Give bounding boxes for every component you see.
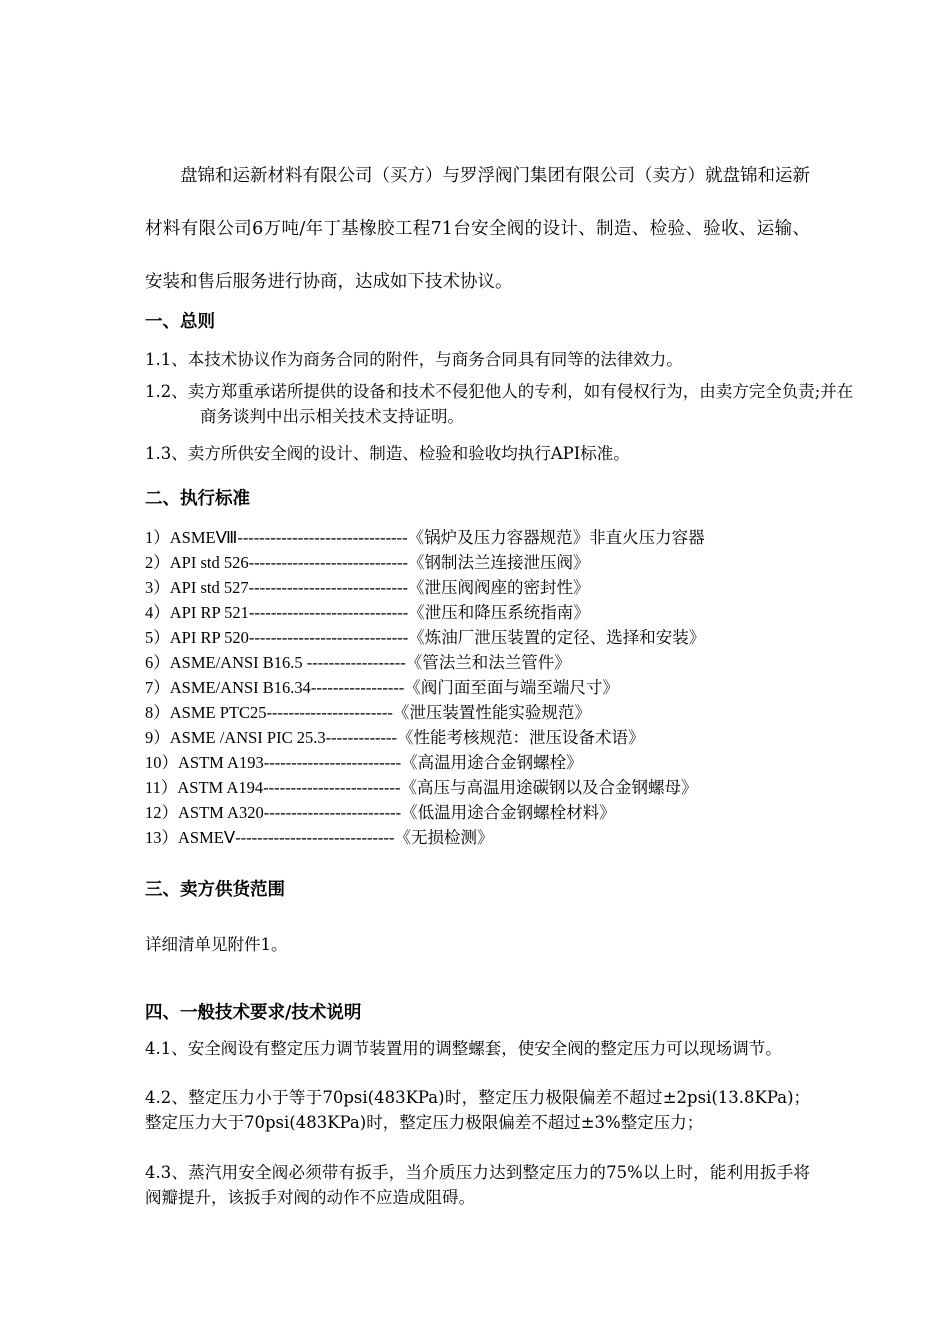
- standard-code: 1）ASMEⅧ-------------------------------: [145, 528, 408, 547]
- standard-item: [145, 800, 810, 825]
- section-2-heading: 二、执行标准: [145, 489, 250, 509]
- standard-code: 11）ASTM A194-------------------------: [145, 778, 401, 797]
- standard-item: [145, 550, 810, 575]
- standard-code: 3）API std 527-----------------------------: [145, 578, 408, 597]
- standard-code: 2）API std 526-----------------------------: [145, 553, 408, 572]
- intro-paragraph: 盘锦和运新材料有限公司（买方）与罗浮阀门集团有限公司（卖方）就盘锦和运新材料有限公司6万吨/年丁基橡胶工程71台安全阀的设计、制造、检验、验收、运输、安装和售后服务进行协商，达成如下技术协议。: [145, 166, 810, 292]
- standard-code: 7）ASME/ANSI B16.34-----------------: [145, 678, 405, 697]
- standard-title: 《低温用途合金钢螺栓材料》: [401, 803, 616, 822]
- standard-item: [145, 700, 810, 725]
- clause-1-2: 1.2、卖方郑重承诺所提供的设备和技术不侵犯他人的专利，如有侵权行为，由卖方完全负责;并在商务谈判中出示相关技术支持证明。: [145, 382, 854, 426]
- clause-4-1: 4.1、安全阀设有整定压力调节装置用的调整螺套，使安全阀的整定压力可以现场调节。: [145, 1039, 782, 1058]
- standard-item: [145, 625, 810, 650]
- section-4-heading: 四、一般技术要求/技术说明: [145, 1003, 362, 1023]
- standard-item: [145, 525, 810, 550]
- standard-code: 10）ASTM A193-------------------------: [145, 753, 402, 772]
- standard-title: 《炼油厂泄压装置的定径、选择和安装》: [408, 628, 706, 647]
- standard-title: 《高压与高温用途碳钢以及合金钢螺母》: [400, 778, 698, 797]
- standard-item: [145, 650, 810, 675]
- section-3-heading: 三、卖方供货范围: [145, 880, 285, 900]
- standard-title: 《管法兰和法兰管件》: [405, 653, 571, 672]
- standard-title: 《阀门面至面与端至端尺寸》: [404, 678, 619, 697]
- clause-4-3: 4.3、蒸汽用安全阀必须带有扳手，当介质压力达到整定压力的75%以上时，能利用扳手将阀瓣提升，该扳手对阀的动作不应造成阻碍。: [145, 1163, 810, 1207]
- section-1-heading: 一、总则: [145, 312, 215, 332]
- standard-item: [145, 675, 810, 700]
- supply-scope-text: 详细清单见附件1。: [145, 935, 288, 954]
- standard-code: 13）ASMEⅤ-----------------------------: [145, 828, 395, 847]
- clause-1-1: 1.1、本技术协议作为商务合同的附件，与商务合同具有同等的法律效力。: [145, 350, 683, 369]
- standard-title: 《无损检测》: [394, 828, 494, 847]
- standard-title: 《性能考核规范：泄压设备术语》: [397, 728, 645, 747]
- standards-list: [145, 525, 810, 850]
- standard-title: 《泄压装置性能实验规范》: [392, 703, 591, 722]
- standard-title: 《泄压阀阀座的密封性》: [407, 578, 590, 597]
- standard-code: 8）ASME PTC25-----------------------: [145, 703, 393, 722]
- standard-title: 《高温用途合金钢螺栓》: [401, 753, 583, 772]
- standard-code: 12）ASTM A320-------------------------: [145, 803, 402, 822]
- clause-4-2: 4.2、整定压力小于等于70psi(483KPa)时，整定压力极限偏差不超过±2psi(13.8KPa)；整定压力大于70psi(483KPa)时，整定压力极限偏差不超过±3%整定压力；: [145, 1088, 810, 1132]
- standard-code: 4）API RP 521-----------------------------: [145, 603, 409, 622]
- standard-title: 《锅炉及压力容器规范》非直火压力容器: [407, 528, 705, 547]
- standard-item: [145, 750, 810, 775]
- standard-code: 9）ASME /ANSI PIC 25.3-------------: [145, 728, 398, 747]
- standard-code: 6）ASME/ANSI B16.5 ------------------: [145, 653, 406, 672]
- standard-item: [145, 775, 810, 800]
- standard-code: 5）API RP 520-----------------------------: [145, 628, 409, 647]
- standard-title: 《泄压和降压系统指南》: [408, 603, 590, 622]
- standard-item: [145, 725, 810, 750]
- standard-item: [145, 825, 810, 850]
- standard-item: [145, 575, 810, 600]
- clause-1-3: 1.3、卖方所供安全阀的设计、制造、检验和验收均执行API标准。: [145, 444, 630, 463]
- standard-title: 《钢制法兰连接泄压阀》: [407, 553, 590, 572]
- standard-item: [145, 600, 810, 625]
